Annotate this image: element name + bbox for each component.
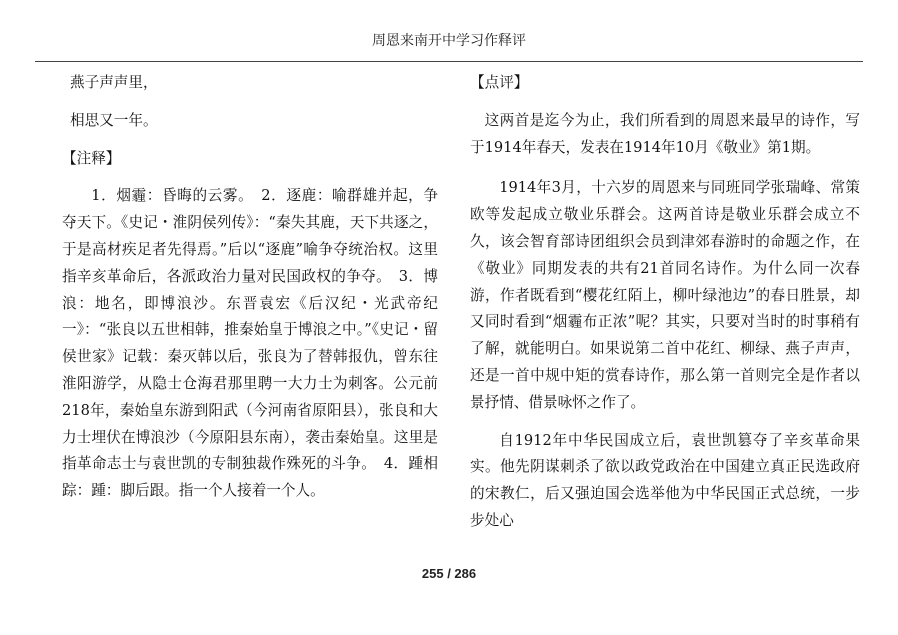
page-header-title: 周恩来南开中学习作释评 bbox=[372, 33, 526, 49]
notes-heading: 【注释】 bbox=[62, 149, 121, 167]
page-indicator: 255 / 286 bbox=[421, 566, 477, 581]
poem-line: 相思又一年。 bbox=[70, 111, 158, 129]
header-rule bbox=[35, 61, 863, 62]
review-paragraph: 1914年3月，十六岁的周恩来与同班同学张瑞峰、常策欧等发起成立敬业乐群会。这两首诗是敬业乐群会成立不久，该会智育部诗团组织会员到津郊春游时的命题之作，在《敬业》同期发表的共有21首同名诗作。为什么同一次春游，作者既看到“樱花红陌上，柳叶绿池边”的春日胜景，却又同时看到“烟霾布正浓”呢？其实，只要对当时的时事稍有了解，就能明白。如果说第二首中花红、柳绿、燕子声声，还是一首中规中矩的赏春诗作，那么第一首则完全是作者以景抒情、借景咏怀之作了。 bbox=[470, 179, 860, 411]
review-paragraph: 这两首是迄今为止，我们所看到的周恩来最早的诗作，写于1914年春天，发表在1914年10月《敬业》第1期。 bbox=[470, 111, 860, 156]
poem-line: 燕子声声里， bbox=[70, 74, 158, 91]
review-heading: 【点评】 bbox=[470, 74, 529, 91]
right-column bbox=[470, 70, 860, 535]
notes-text: 1．烟霾：昏晦的云雾。 2．逐鹿：喻群雄并起，争夺天下。《史记・淮阴侯列传》：“秦失其鹿，天下共逐之，于是高材疾足者先得焉。”后以“逐鹿”喻争夺统治权。这里指辛亥革命后，各派政治力量对民国政权的争夺。 3．博浪：地名，即博浪沙。东晋袁宏《后汉纪・光武帝纪一》：“张良以五世相韩，推秦始皇于博浪之中。”《史记・留侯世家》记载：秦灭韩以后，张良为了替韩报仇，曾东往淮阳游学，从隐士仓海君那里聘一大力士为刺客。公元前218年，秦始皇东游到阳武（今河南省原阳县），张良和大力士埋伏在博浪沙（今原阳县东南），袭击秦始皇。这里是指革命志士与袁世凯的专制独裁作殊死的斗争。 4．踵相踪：踵：脚后跟。指一个人接着一个人。 bbox=[62, 187, 438, 500]
review-paragraph: 自1912年中华民国成立后，袁世凯篡夺了辛亥革命果实。他先阴谋刺杀了欲以政党政治在中国建立真正民选政府的宋教仁，后又强迫国会选举他为中华民国正式总统，一步步处心 bbox=[470, 431, 860, 529]
left-column bbox=[62, 70, 438, 505]
